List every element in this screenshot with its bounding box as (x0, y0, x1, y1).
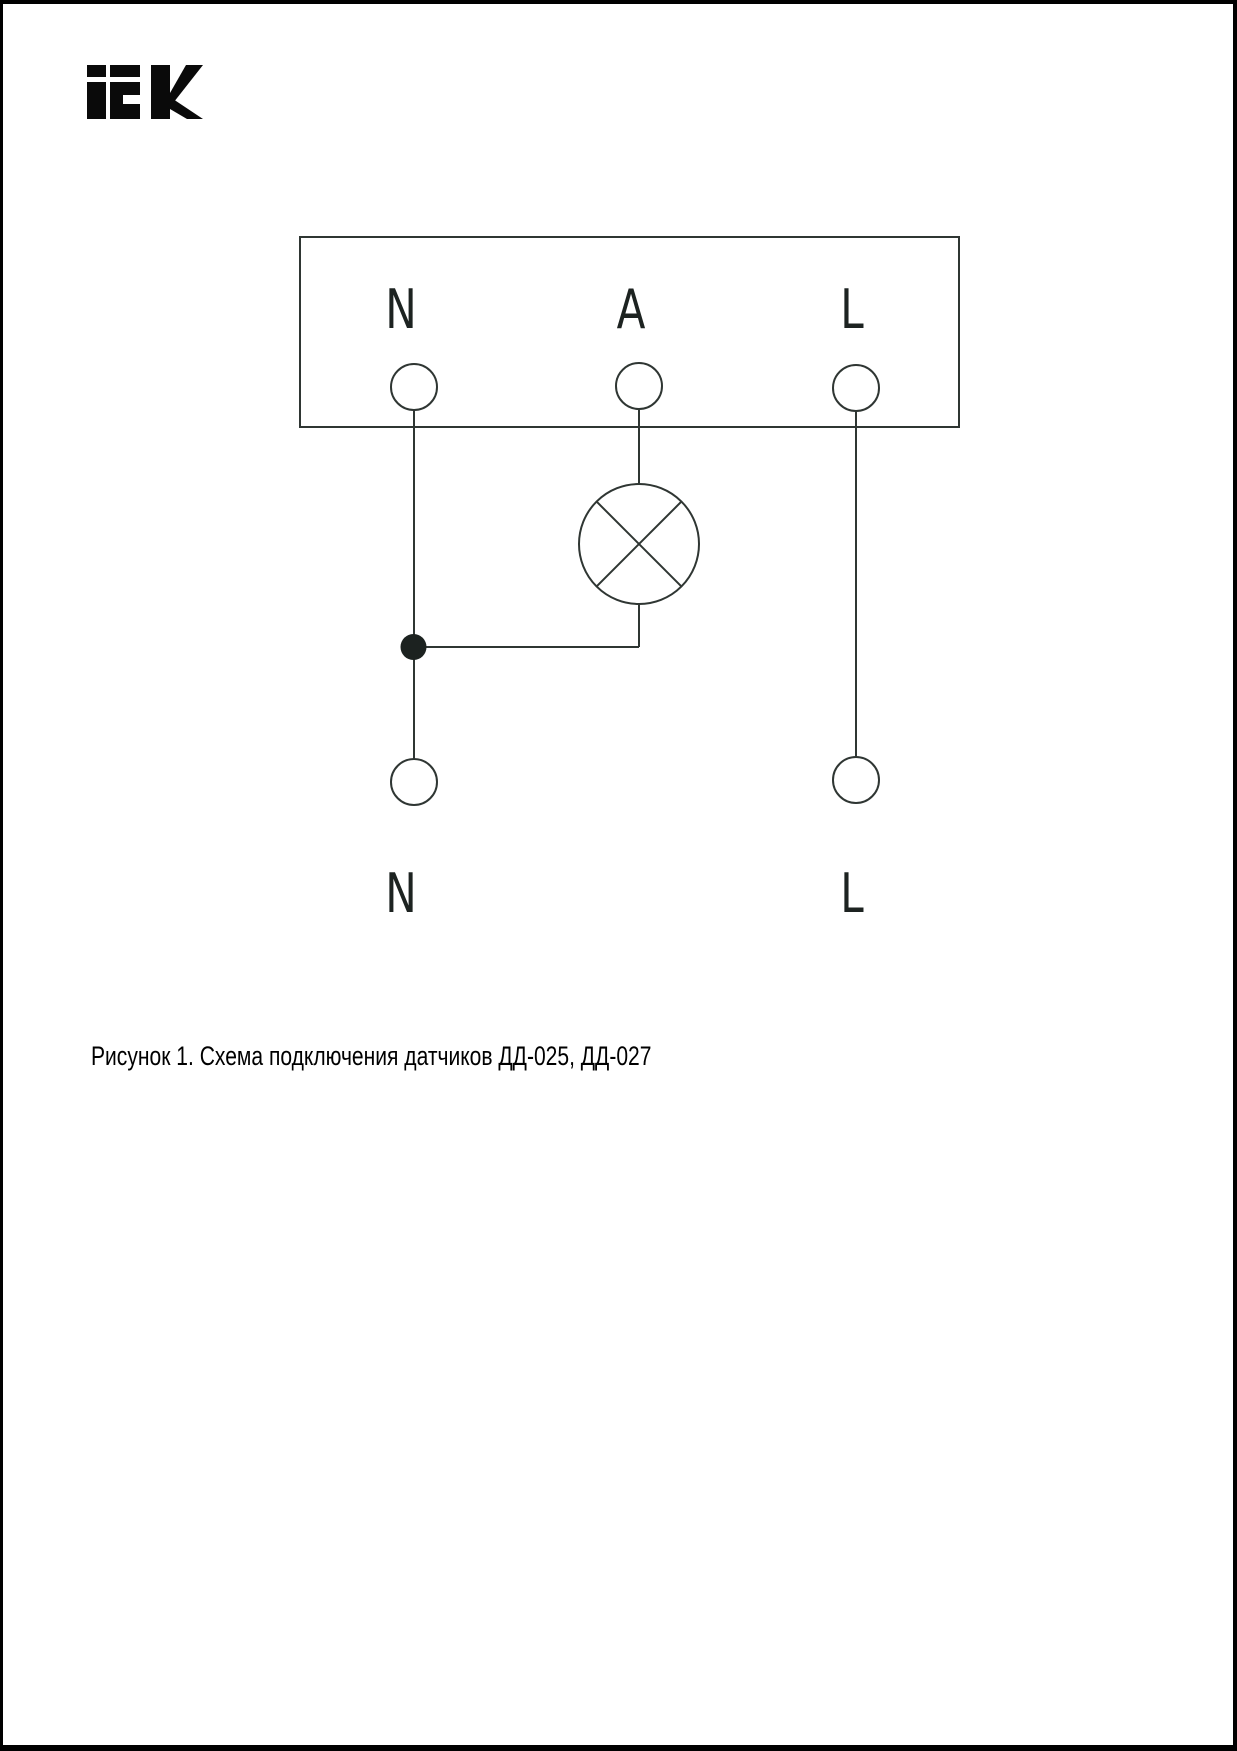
supply-terminal-circle-n (391, 759, 437, 805)
supply-terminal-label-l: L (840, 862, 864, 925)
figure-caption: Рисунок 1. Схема подключения датчиков ДД-025, ДД-027 (91, 1041, 652, 1071)
terminal-circle-a (616, 363, 662, 409)
device-terminal-label-a: A (616, 278, 646, 341)
device-terminal-label-n: N (385, 278, 417, 341)
junction-dot (401, 634, 427, 660)
device-terminal-label-l: L (840, 278, 864, 341)
wiring-diagram (3, 4, 1237, 1751)
lamp-icon (579, 484, 699, 604)
terminal-circle-l (833, 365, 879, 411)
terminal-circle-n (391, 364, 437, 410)
supply-terminal-circle-l (833, 757, 879, 803)
supply-terminal-label-n: N (385, 862, 417, 925)
